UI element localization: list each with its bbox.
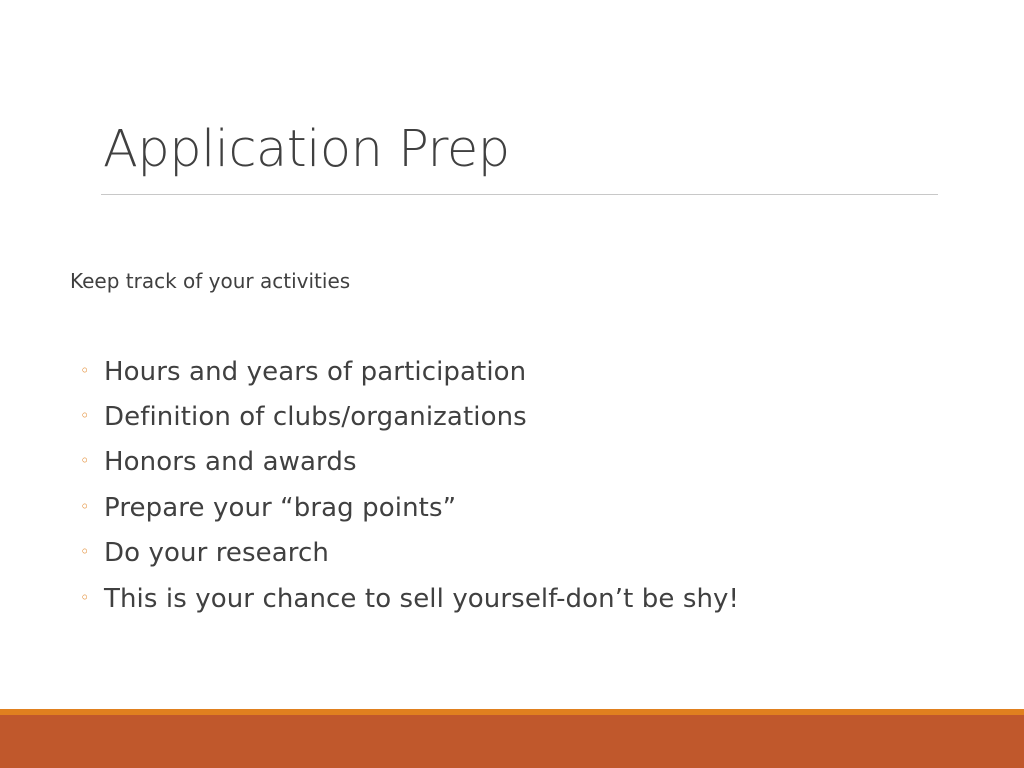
title-divider — [101, 194, 938, 195]
circle-bullet-icon: ◦ — [80, 451, 90, 471]
bullet-item — [80, 576, 739, 621]
bullet-text: Hours and years of participation — [104, 356, 527, 387]
circle-bullet-icon: ◦ — [80, 542, 90, 562]
circle-bullet-icon: ◦ — [80, 496, 90, 516]
slide-subheading: Keep track of your activities — [70, 269, 351, 293]
bullet-text: This is your chance to sell yourself-don’t be shy! — [104, 583, 740, 614]
slide-title: Application Prep — [103, 120, 510, 179]
bullet-list — [80, 349, 739, 621]
circle-bullet-icon: ◦ — [80, 360, 90, 380]
bullet-text: Definition of clubs/organizations — [104, 402, 527, 433]
bullet-item — [80, 531, 739, 576]
bullet-text: Prepare your “brag points” — [104, 492, 457, 523]
bullet-item — [80, 485, 739, 530]
bullet-item — [80, 349, 739, 394]
bullet-item — [80, 394, 739, 439]
footer-band — [0, 715, 1024, 768]
bullet-item — [80, 440, 739, 485]
circle-bullet-icon: ◦ — [80, 406, 90, 426]
circle-bullet-icon: ◦ — [80, 587, 90, 607]
bullet-text: Do your research — [104, 538, 329, 569]
bullet-text: Honors and awards — [104, 447, 357, 478]
